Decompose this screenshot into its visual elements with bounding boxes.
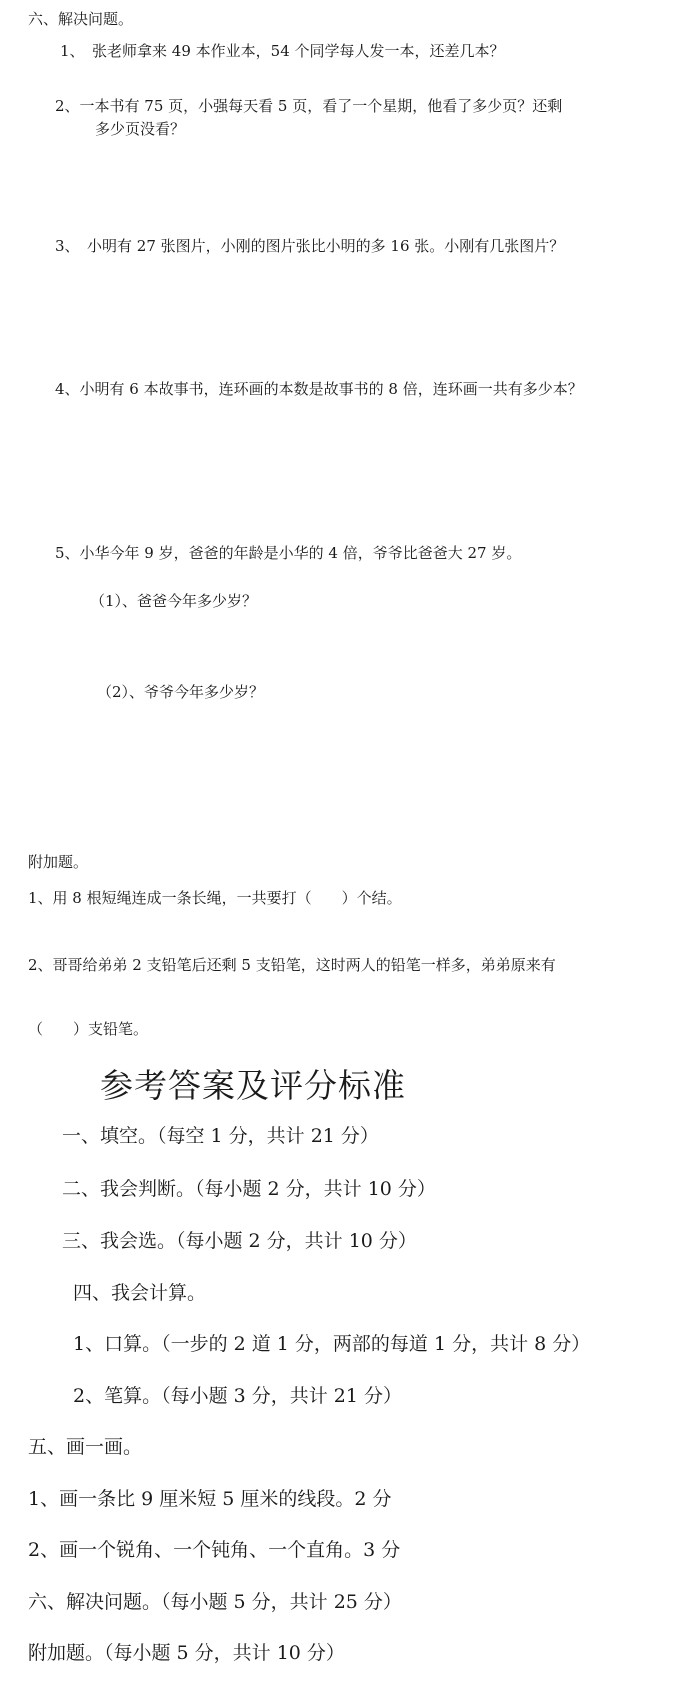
answer-key-item: 1、画一条比 9 厘米短 5 厘米的线段。2 分	[28, 1488, 392, 1510]
question-3: 3、 小明有 27 张图片，小刚的图片张比小明的多 16 张。小刚有几张图片？	[55, 237, 565, 255]
bonus-question-1: 1、用 8 根短绳连成一条长绳，一共要打（ ）个结。	[28, 889, 402, 907]
answer-key-item: 五、画一画。	[28, 1436, 143, 1458]
section-6-heading: 六、解决问题。	[28, 10, 134, 28]
answer-key-item: 四、我会计算。	[73, 1282, 207, 1304]
answer-key-item: 2、笔算。（每小题 3 分，共计 21 分）	[73, 1385, 403, 1407]
question-2-line-2: 多少页没看？	[95, 120, 186, 138]
bonus-question-2-line-1: 2、哥哥给弟弟 2 支铅笔后还剩 5 支铅笔，这时两人的铅笔一样多，弟弟原来有	[28, 956, 556, 974]
answer-key-item: 1、口算。（一步的 2 道 1 分，两部的每道 1 分，共计 8 分）	[73, 1333, 591, 1355]
question-5-part-1: （1）、爸爸今年多少岁？	[90, 592, 258, 610]
answer-key-title: 参考答案及评分标准	[100, 1066, 406, 1105]
answer-key-item: 六、解决问题。（每小题 5 分，共计 25 分）	[28, 1591, 402, 1613]
question-2-line-1: 2、一本书有 75 页，小强每天看 5 页，看了一个星期，他看了多少页？还剩	[55, 97, 563, 115]
answer-key-item: 二、我会判断。（每小题 2 分，共计 10 分）	[62, 1178, 436, 1200]
question-4: 4、小明有 6 本故事书，连环画的本数是故事书的 8 倍，连环画一共有多少本？	[55, 380, 583, 398]
bonus-heading: 附加题。	[28, 853, 89, 871]
answer-key-item: 2、画一个锐角、一个钝角、一个直角。3 分	[28, 1539, 401, 1561]
bonus-question-2-line-2: （ ）支铅笔。	[28, 1020, 149, 1038]
question-5: 5、小华今年 9 岁，爸爸的年龄是小华的 4 倍，爷爷比爸爸大 27 岁。	[55, 544, 522, 562]
question-1: 1、 张老师拿来 49 本作业本，54 个同学每人发一本，还差几本？	[60, 42, 505, 60]
answer-key-item: 三、我会选。（每小题 2 分，共计 10 分）	[62, 1230, 417, 1252]
answer-key-item: 附加题。（每小题 5 分，共计 10 分）	[28, 1642, 345, 1664]
question-5-part-2: （2）、爷爷今年多少岁？	[97, 683, 265, 701]
answer-key-item: 一、填空。（每空 1 分，共计 21 分）	[62, 1125, 379, 1147]
